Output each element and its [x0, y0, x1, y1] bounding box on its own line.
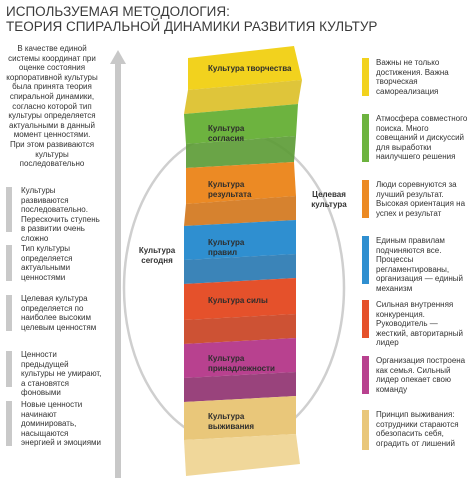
right-note-rules: Единым правилам подчиняются все. Процессы регламентированы, организация — единый механизм: [362, 236, 470, 294]
right-note-result: Люди соревнуются за лучший результат. Высокая ориентация на успех и результат: [362, 180, 470, 218]
title-line-2: ТЕОРИЯ СПИРАЛЬНОЙ ДИНАМИКИ РАЗВИТИЯ КУЛЬТУР: [6, 19, 378, 34]
right-note-survival: Принцип выживания: сотрудники стараются обезопасить себя, оградить от лишений: [362, 410, 470, 448]
band-label-creativity: Культура творчества: [208, 64, 292, 73]
right-note-belonging: Организация построена как семья. Сильный лидер опекает свою команду: [362, 356, 470, 394]
diagram-title: [6, 4, 466, 34]
band-label-consensus: Культура согласия: [208, 124, 245, 143]
left-note-3: Целевая культура определяется по наиболее высоким целевым ценностям: [6, 294, 104, 332]
band-label-survival: Культура выживания: [208, 412, 255, 431]
band-label-belonging: Культура принадлежности: [208, 354, 275, 373]
band-label-result: Культура результата: [208, 180, 252, 199]
band-label-rules: Культура правил: [208, 238, 245, 257]
left-note-5: Новые ценности начинают доминировать, насыщаются энергией и эмоциями: [6, 400, 104, 448]
band-label-power: Культура силы: [208, 296, 268, 305]
intro-text: В качестве единой системы координат при оценке состояния корпоративной культуры была принята теория спиральной динамики, согласно которой тип культуры определяется актуальными в данный момент ценностями. При этом развиваются культуры последовательно: [6, 44, 98, 169]
current-culture-label: Культура сегодня: [138, 246, 176, 265]
target-culture-label: Целевая культура: [311, 190, 347, 209]
right-note-power: Сильная внутренняя конкуренция. Руководитель — жесткий, авторитарный лидер: [362, 300, 470, 348]
left-note-1: Культуры развиваются последовательно. Перескочить ступень в развитии очень сложно: [6, 186, 104, 244]
right-note-consensus: Атмосфера совместного поиска. Много совещаний и дискуссий для выработки наилучшего решения: [362, 114, 470, 162]
right-note-creativity: Важны не только достижения. Важна творческая самореализация: [362, 58, 470, 96]
left-note-2: Тип культуры определяется актуальными ценностями: [6, 244, 104, 282]
left-note-4: Ценности предыдущей культуры не умирают, а становятся фоновыми: [6, 350, 104, 398]
title-line-1: ИСПОЛЬЗУЕМАЯ МЕТОДОЛОГИЯ:: [6, 4, 230, 19]
